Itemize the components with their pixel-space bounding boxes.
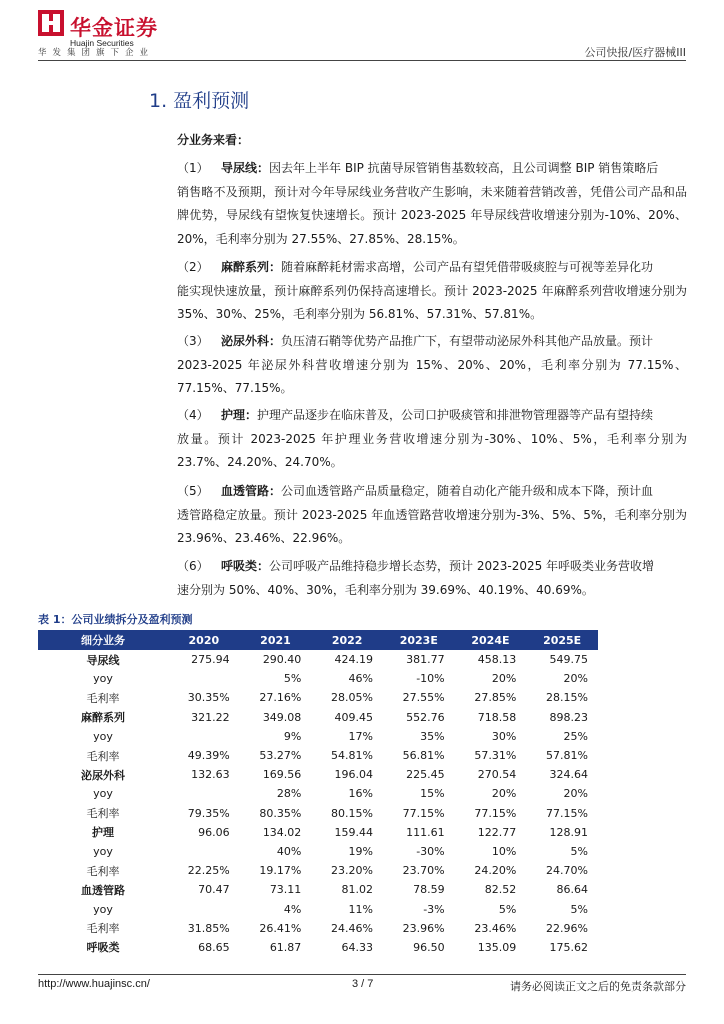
table-cell: 24.46% [331, 921, 373, 935]
huajin-logo-icon [38, 10, 64, 36]
row-label: yoy [93, 787, 113, 801]
table-row [38, 784, 598, 803]
paragraph-continuation: 能实现快速放量，预计麻醉系列仍保持高速增长。预计 2023-2025 年麻醉系列营收增速分别为 35%、30%、25%，毛利率分别为 56.81%、57.31%、57.81%。 [177, 283, 687, 321]
table-cell: 53.27% [259, 749, 302, 763]
row-label: 呼吸类 [86, 941, 120, 955]
report-category: 公司快报/医疗器械III [584, 46, 686, 59]
table-row [38, 842, 598, 861]
paragraph-lead: 呼吸类： [221, 559, 270, 573]
footer-disclaimer: 请务必阅读正文之后的免责条款部分 [510, 980, 686, 993]
paragraph-urology [177, 330, 687, 401]
table-cell: 64.33 [341, 940, 373, 954]
table-cell: 549.75 [549, 653, 588, 667]
table-cell: 27.55% [402, 691, 445, 705]
table-cell: 80.15% [331, 806, 373, 820]
footer-url-link[interactable]: http://www.huajinsc.cn/ [38, 978, 150, 990]
table-cell: 128.91 [549, 825, 588, 839]
table-cell: 134.02 [262, 825, 302, 839]
table-cell: 169.56 [262, 768, 302, 782]
table-cell: 324.64 [549, 768, 588, 782]
table-cell: -30% [416, 844, 445, 858]
table-cell: 28% [276, 787, 302, 801]
paragraph-lead: 麻醉系列： [221, 260, 282, 274]
table-cell: 81.02 [341, 883, 373, 897]
forecast-table [38, 630, 598, 957]
table-cell: 19.17% [259, 864, 302, 878]
table-cell: 16% [348, 787, 373, 801]
table-cell: 78.59 [413, 883, 445, 897]
table-cell: 77.15% [402, 806, 445, 820]
table-row [38, 765, 598, 784]
table-cell: 11% [348, 902, 373, 916]
table-cell: 111.61 [406, 825, 445, 839]
paragraph-text: 公司血透管路产品质量稳定，随着自动化产能升级和成本下降，预计血 [281, 484, 654, 498]
paragraph-continuation: 销售略不及预期，预计对今年导尿线业务营收产生影响，未来随着营销改善，凭借公司产品和品牌优势，导尿线有望恢复快速增长。预计 2023-2025 年导尿线营收增速分别为-10%、20%、20%，毛利率分别为 27.55%、27.85%、28.15%。 [177, 184, 687, 246]
table-header-row [38, 630, 598, 650]
paragraph-lead: 血透管路： [221, 484, 282, 498]
table-cell: 132.63 [191, 768, 230, 782]
table-cell: 61.87 [269, 940, 302, 954]
table-cell: 25% [563, 729, 588, 743]
row-label: 毛利率 [86, 807, 120, 821]
brand-name-en: Huajin Securities [70, 38, 134, 48]
table-cell: 10% [491, 844, 517, 858]
row-label: 毛利率 [86, 691, 120, 705]
table-cell: 24.20% [474, 864, 517, 878]
table-cell: 27.16% [259, 691, 302, 705]
column-header: 2020 [168, 630, 240, 650]
sub-heading: 分业务来看： [177, 133, 250, 147]
paragraph-dialysis [177, 480, 687, 551]
paragraph-lead: 护理： [221, 408, 258, 422]
table-row [38, 938, 598, 957]
paragraph-urinary [177, 157, 687, 251]
table-cell: 4% [283, 902, 302, 916]
paragraph-continuation: 透管路稳定放量。预计 2023-2025 年血透管路营收增速分别为-3%、5%、5%，毛利率分别为 23.96%、23.46%、22.96%。 [177, 507, 687, 545]
table-cell: 9% [283, 729, 302, 743]
paragraph-number: （2） [177, 260, 209, 274]
table-body [38, 650, 598, 957]
table-cell: 28.05% [331, 691, 373, 705]
table-cell [168, 899, 240, 918]
column-header: 2022 [311, 630, 383, 650]
table-row [38, 899, 598, 918]
table-cell: 5% [283, 672, 302, 686]
row-label: yoy [93, 729, 113, 743]
row-label: yoy [93, 902, 113, 916]
table-cell: 24.70% [546, 864, 588, 878]
row-label: 毛利率 [86, 749, 120, 763]
table-cell: 20% [563, 787, 588, 801]
row-label: 泌尿外科 [81, 768, 125, 782]
paragraph-number: （4） [177, 408, 209, 422]
table-cell: 30.35% [187, 691, 230, 705]
table-cell: 46% [348, 672, 373, 686]
row-label: 毛利率 [86, 864, 120, 878]
column-header: 2023E [383, 630, 455, 650]
paragraph-anesthesia [177, 256, 687, 327]
paragraph-number: （3） [177, 334, 209, 348]
table-cell: 86.64 [556, 883, 588, 897]
table-cell: 20% [491, 787, 517, 801]
table-cell: 175.62 [549, 940, 588, 954]
table-cell: 23.20% [331, 864, 373, 878]
paragraph-text: 公司呼吸产品维持稳步增长态势，预计 2023-2025 年呼吸类业务营收增 [269, 559, 655, 573]
table-cell: 96.06 [198, 825, 230, 839]
table-cell: 381.77 [406, 653, 445, 667]
table-cell: 424.19 [334, 653, 373, 667]
header-divider [38, 60, 686, 61]
column-header: 细分业务 [38, 630, 168, 650]
table-cell: 349.08 [262, 710, 302, 724]
table-cell: 26.41% [259, 921, 302, 935]
table-cell: 35% [420, 729, 445, 743]
table-row [38, 823, 598, 842]
table-cell: 290.40 [262, 653, 302, 667]
table-cell: 31.85% [187, 921, 230, 935]
table-cell: 57.31% [474, 749, 517, 763]
table-cell: 70.47 [198, 883, 230, 897]
table-cell [168, 727, 240, 746]
table-cell: 552.76 [406, 710, 445, 724]
row-label: 毛利率 [86, 922, 120, 936]
row-label: 麻醉系列 [81, 711, 125, 725]
table-title: 表 1：公司业绩拆分及盈利预测 [38, 613, 193, 626]
table-row [38, 861, 598, 880]
column-header: 2025E [526, 630, 598, 650]
row-label: 护理 [92, 826, 114, 840]
table-cell: 80.35% [259, 806, 302, 820]
row-label: 导尿线 [86, 653, 120, 667]
footer-divider [38, 974, 686, 975]
table-row [38, 919, 598, 938]
table-row [38, 727, 598, 746]
table-cell: 19% [348, 844, 373, 858]
table-cell: 22.96% [546, 921, 588, 935]
table-cell: -3% [423, 902, 445, 916]
table-cell: 898.23 [549, 710, 588, 724]
column-header: 2024E [455, 630, 527, 650]
table-cell: 5% [570, 844, 588, 858]
table-row [38, 688, 598, 707]
table-cell: 68.65 [198, 940, 230, 954]
table-cell: 270.54 [477, 768, 517, 782]
paragraph-continuation: 2023-2025 年泌尿外科营收增速分别为 15%、20%、20%，毛利率分别为 77.15%、77.15%、77.15%。 [177, 357, 687, 395]
paragraph-text: 负压清石鞘等优势产品推广下，有望带动泌尿外科其他产品放量。预计 [281, 334, 654, 348]
table-cell: 77.15% [474, 806, 517, 820]
table-cell: 159.44 [334, 825, 373, 839]
paragraph-lead: 导尿线： [221, 161, 270, 175]
brand-name-cn: 华金证券 [70, 16, 158, 40]
paragraph-continuation: 放量。预计 2023-2025 年护理业务营收增速分别为-30%、10%、5%，毛利率分别为 23.7%、24.20%、24.70%。 [177, 431, 687, 469]
page-number: 3 / 7 [352, 978, 374, 990]
paragraph-text: 护理产品逐步在临床普及，公司口护吸痰管和排泄物管理器等产品有望持续 [257, 408, 654, 422]
paragraph-text: 因去年上半年 BIP 抗菌导尿管销售基数较高，且公司调整 BIP 销售策略后 [269, 161, 659, 175]
paragraph-number: （5） [177, 484, 209, 498]
table-cell: 82.52 [484, 883, 517, 897]
table-cell [168, 842, 240, 861]
row-label: yoy [93, 844, 113, 858]
table-row [38, 804, 598, 823]
paragraph-nursing [177, 404, 687, 475]
table-cell: 718.58 [477, 710, 517, 724]
table-cell: 23.96% [402, 921, 445, 935]
paragraph-number: （1） [177, 161, 209, 175]
table-cell: 5% [570, 902, 588, 916]
table-cell: -10% [416, 672, 445, 686]
table-cell: 27.85% [474, 691, 517, 705]
table-cell: 15% [420, 787, 445, 801]
page-header [38, 10, 686, 62]
table-cell: 20% [563, 672, 588, 686]
table-cell: 40% [276, 844, 302, 858]
paragraph-number: （6） [177, 559, 209, 573]
table-cell: 56.81% [402, 749, 445, 763]
row-label: 血透管路 [81, 883, 125, 897]
table-cell: 135.09 [477, 940, 517, 954]
table-cell: 73.11 [269, 883, 302, 897]
group-tagline: 华发集团旗下企业 [38, 48, 155, 58]
table-row [38, 669, 598, 688]
table-cell: 225.45 [406, 768, 445, 782]
table-cell: 409.45 [334, 710, 373, 724]
table-cell: 54.81% [331, 749, 373, 763]
paragraph-respiratory [177, 555, 687, 602]
table-cell: 28.15% [546, 691, 588, 705]
table-cell: 275.94 [191, 653, 230, 667]
table-cell: 49.39% [187, 749, 230, 763]
paragraph-lead: 泌尿外科： [221, 334, 282, 348]
table-row [38, 650, 598, 669]
section-title: 1. 盈利预测 [149, 90, 250, 112]
table-cell: 22.25% [187, 864, 230, 878]
table-cell: 23.70% [402, 864, 445, 878]
table-cell: 30% [491, 729, 517, 743]
table-cell: 20% [491, 672, 517, 686]
paragraph-text: 随着麻醉耗材需求高增，公司产品有望凭借带吸痰腔与可视等差异化功 [281, 260, 654, 274]
column-header: 2021 [240, 630, 312, 650]
table-row [38, 880, 598, 899]
table-cell [168, 669, 240, 688]
table-cell: 79.35% [187, 806, 230, 820]
table-cell: 23.46% [474, 921, 517, 935]
table-cell: 96.50 [413, 940, 445, 954]
row-label: yoy [93, 672, 113, 686]
table-cell: 57.81% [546, 749, 588, 763]
table-cell [168, 784, 240, 803]
table-cell: 17% [348, 729, 373, 743]
table-row [38, 746, 598, 765]
table-cell: 321.22 [191, 710, 230, 724]
table-cell: 77.15% [546, 806, 588, 820]
table-cell: 196.04 [334, 768, 373, 782]
table-row [38, 708, 598, 727]
table-cell: 458.13 [477, 653, 517, 667]
table-cell: 5% [498, 902, 517, 916]
table-cell: 122.77 [477, 825, 517, 839]
paragraph-continuation: 速分别为 50%、40%、30%，毛利率分别为 39.69%、40.19%、40.69%。 [177, 582, 594, 597]
